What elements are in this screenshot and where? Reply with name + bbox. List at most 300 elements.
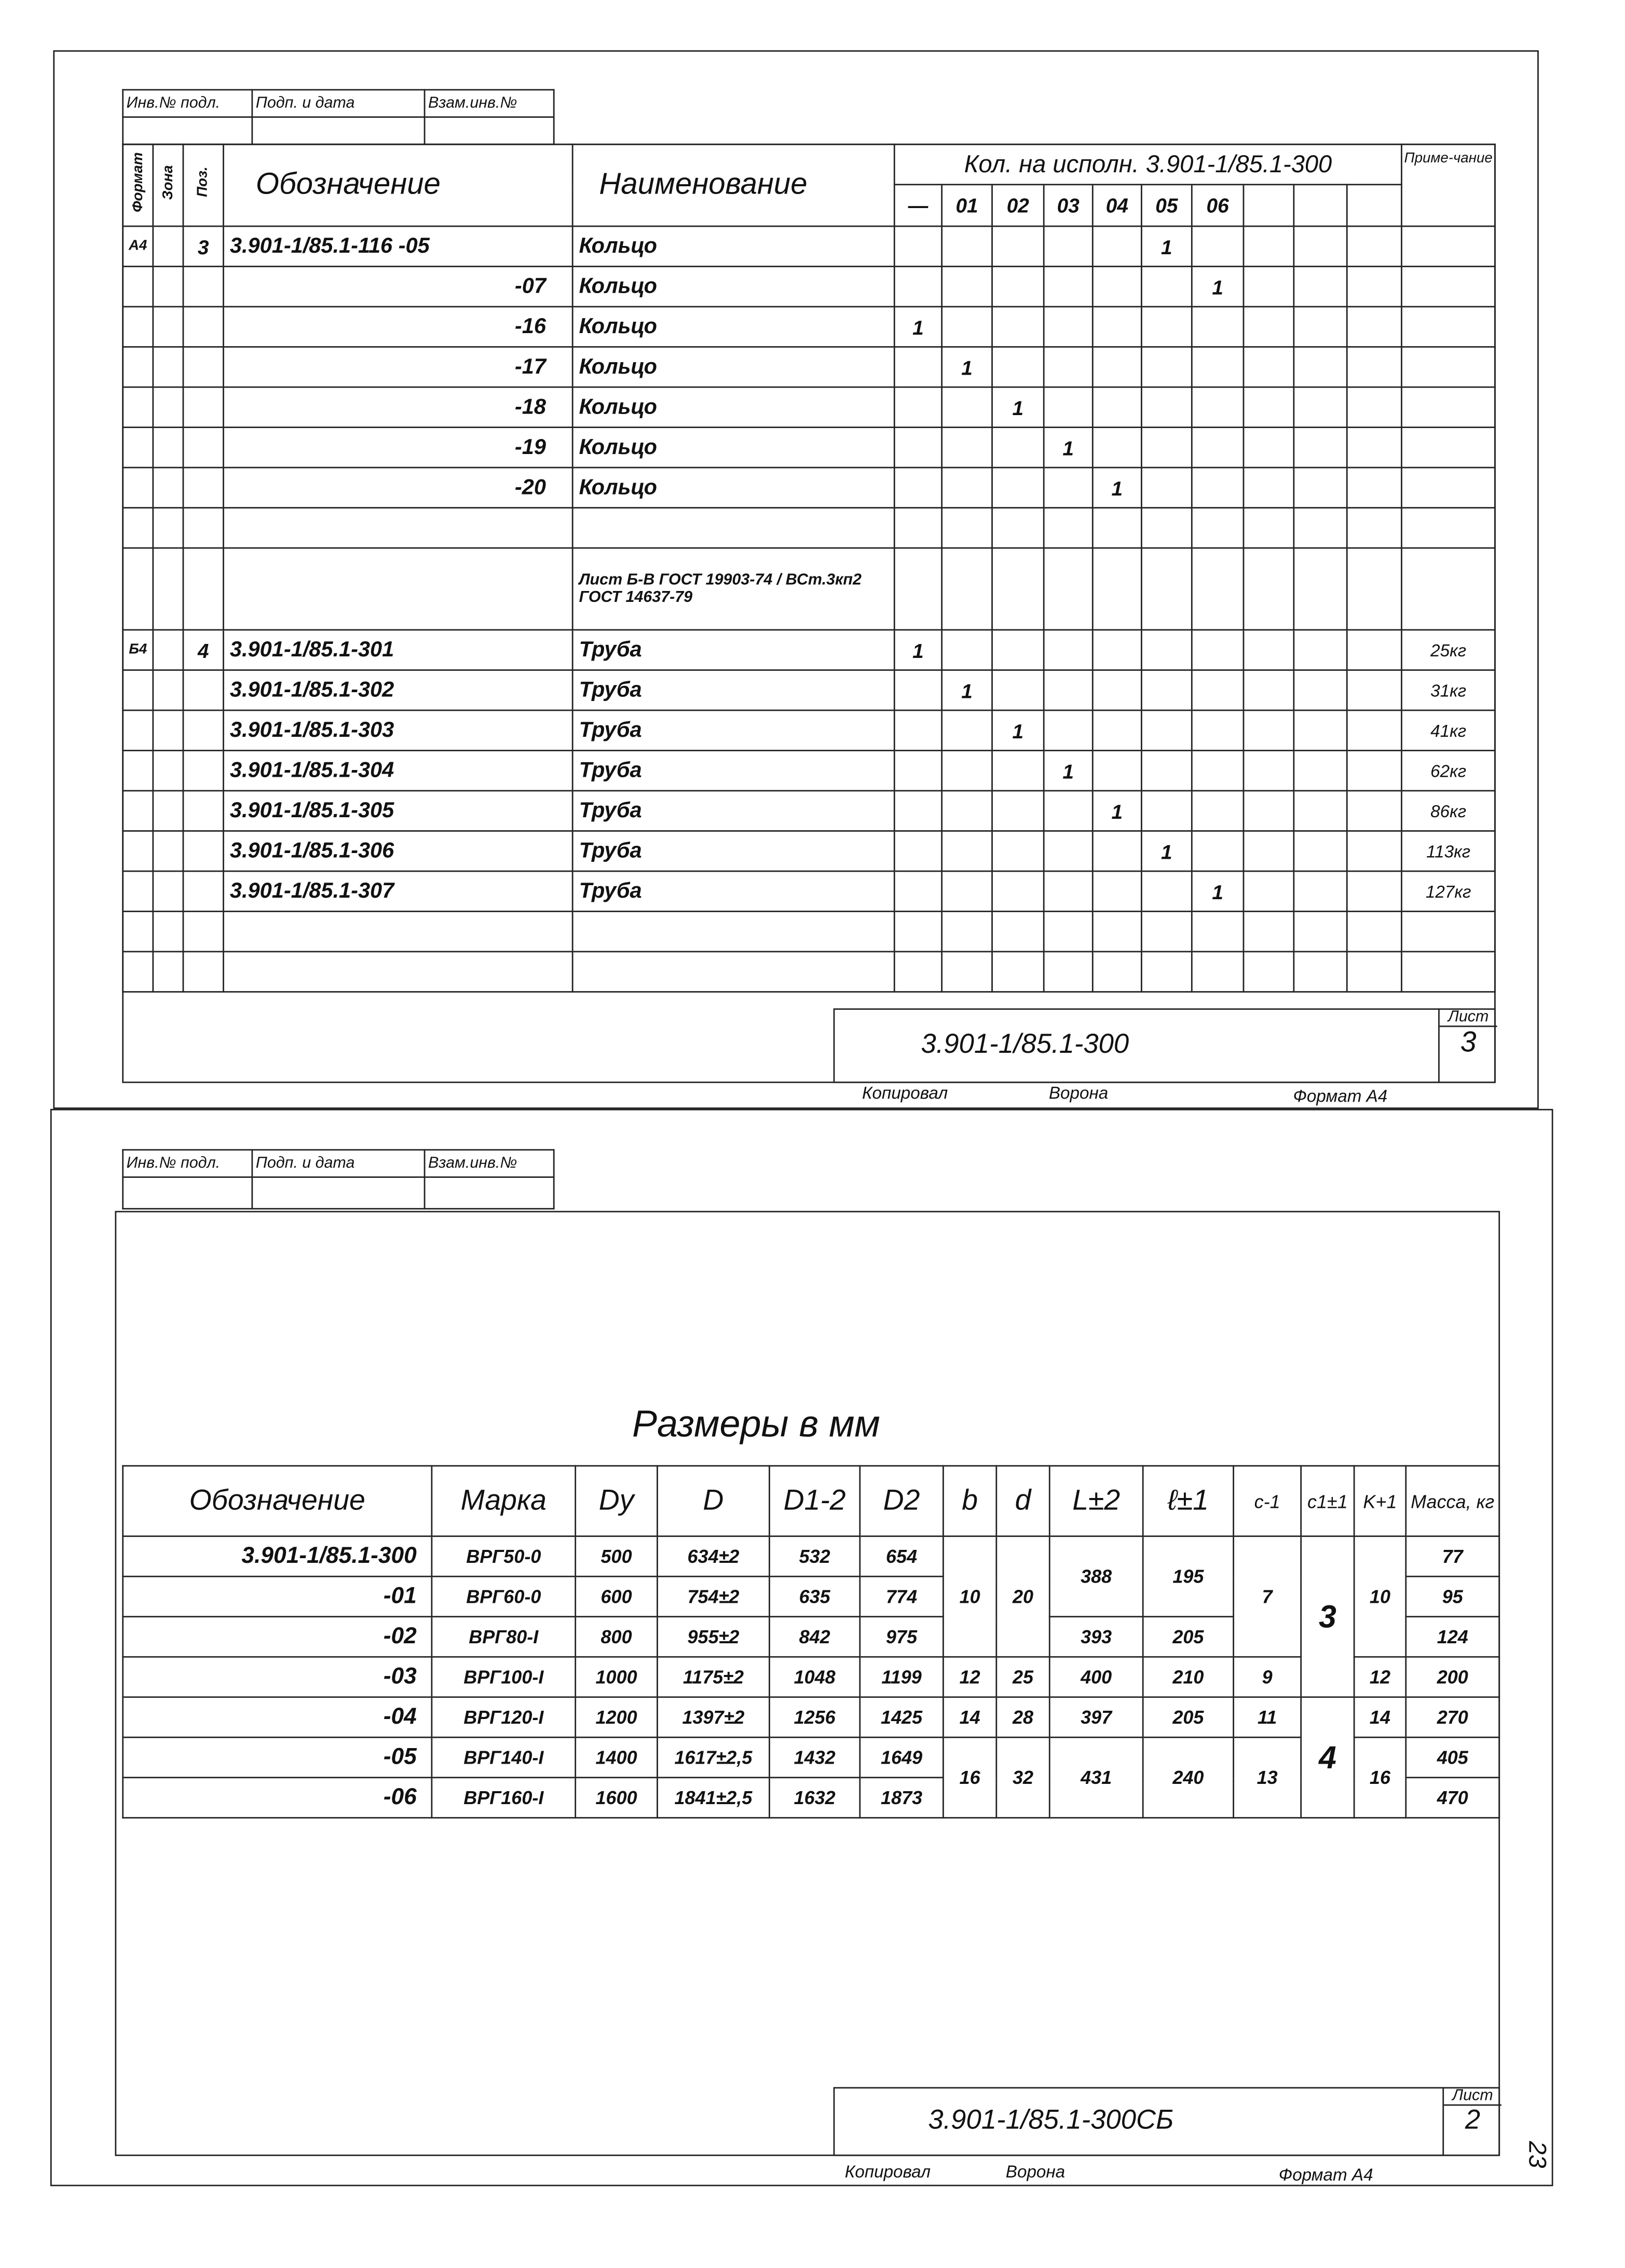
designation-cell: 3.901-1/85.1-302	[223, 670, 572, 710]
qty-cell	[894, 791, 941, 831]
l-cell: 205	[1143, 1617, 1233, 1657]
qty-cell	[894, 670, 941, 710]
d12-cell: 532	[769, 1536, 859, 1577]
qty-cell	[1244, 267, 1294, 307]
format-cell	[123, 508, 153, 548]
qty-cell	[1141, 952, 1192, 992]
name-cell: Труба	[572, 791, 894, 831]
format-cell	[123, 670, 153, 710]
qty-cell: 1	[1093, 791, 1141, 831]
mark-cell: ВРГ160-I	[432, 1778, 576, 1818]
qty-cell	[1141, 710, 1192, 751]
qty-cell	[894, 267, 941, 307]
c-cell: 13	[1234, 1737, 1301, 1818]
position-cell	[183, 670, 224, 710]
sheet-cell	[1442, 2087, 1501, 2156]
qty-cell	[992, 428, 1044, 468]
copied-by: Ворона	[1005, 2162, 1066, 2182]
designation-cell: 3.901-1/85.1-301	[223, 630, 572, 670]
mark-cell: ВРГ140-I	[432, 1737, 576, 1778]
position-cell	[183, 307, 224, 347]
name-cell: Труба	[572, 831, 894, 871]
qty-cell	[1093, 428, 1141, 468]
d2-cell: 1425	[860, 1697, 944, 1738]
header-note: Приме-чание	[1402, 144, 1495, 226]
qty-cell	[942, 267, 992, 307]
qty-cell	[1093, 871, 1141, 912]
qty-cell	[1141, 428, 1192, 468]
column-header: c1±1	[1301, 1466, 1354, 1536]
designation-cell: 3.901-1/85.1-303	[223, 710, 572, 751]
zone-cell	[153, 630, 183, 670]
column-header: D	[657, 1466, 769, 1536]
qty-cell	[1294, 548, 1347, 630]
qty-cell	[1141, 347, 1192, 388]
qty-cell	[992, 307, 1044, 347]
qty-column-header	[1294, 185, 1347, 226]
qty-cell	[992, 548, 1044, 630]
dy-cell: 800	[576, 1617, 658, 1657]
K-cell: 14	[1354, 1697, 1406, 1738]
d-outer-cell: 634±2	[657, 1536, 769, 1577]
name-cell	[572, 508, 894, 548]
designation-cell: 3.901-1/85.1-116 -05	[223, 226, 572, 267]
note-cell: 113кг	[1402, 831, 1495, 871]
qty-column-header: 04	[1093, 185, 1141, 226]
qty-cell	[1244, 508, 1294, 548]
name-cell: Труба	[572, 670, 894, 710]
designation-cell: -06	[123, 1778, 432, 1818]
qty-cell	[894, 508, 941, 548]
name-cell: Кольцо	[572, 226, 894, 267]
designation-cell: 3.901-1/85.1-300	[123, 1536, 432, 1577]
qty-cell	[992, 630, 1044, 670]
qty-cell	[1347, 347, 1401, 388]
column-header: Обозначение	[123, 1466, 432, 1536]
stamp-label: Взам.инв.№	[425, 90, 554, 117]
K-cell: 12	[1354, 1657, 1406, 1697]
qty-cell	[992, 508, 1044, 548]
format-cell	[123, 710, 153, 751]
L-cell: 431	[1049, 1737, 1143, 1818]
b-cell: 10	[943, 1536, 996, 1657]
qty-column-header	[1347, 185, 1401, 226]
qty-cell	[894, 387, 941, 428]
format-cell	[123, 831, 153, 871]
designation-cell: -03	[123, 1657, 432, 1697]
L-cell: 400	[1049, 1657, 1143, 1697]
stamp-label: Инв.№ подл.	[123, 1150, 252, 1177]
d2-cell: 774	[860, 1576, 944, 1617]
dimensions-row	[123, 1536, 1499, 1577]
note-cell: 127кг	[1402, 871, 1495, 912]
stamp-label: Подп. и дата	[252, 1150, 425, 1177]
dy-cell: 500	[576, 1536, 658, 1577]
mass-cell: 77	[1406, 1536, 1499, 1577]
header-zone: Зона	[153, 144, 183, 226]
qty-cell	[1192, 630, 1244, 670]
qty-cell	[992, 911, 1044, 952]
position-cell	[183, 428, 224, 468]
b-cell: 14	[943, 1697, 996, 1738]
spec-row	[123, 670, 1495, 710]
name-cell: Труба	[572, 871, 894, 912]
dimensions-row	[123, 1737, 1499, 1778]
qty-cell: 1	[942, 347, 992, 388]
qty-column-header: 03	[1044, 185, 1093, 226]
qty-cell	[1192, 710, 1244, 751]
zone-cell	[153, 670, 183, 710]
qty-column-header	[1244, 185, 1294, 226]
qty-cell	[894, 468, 941, 508]
name-cell: Кольцо	[572, 468, 894, 508]
d-cell: 25	[996, 1657, 1049, 1697]
d2-cell: 975	[860, 1617, 944, 1657]
qty-cell	[942, 548, 992, 630]
d-outer-cell: 1175±2	[657, 1657, 769, 1697]
qty-cell	[1244, 791, 1294, 831]
qty-cell: 1	[1044, 428, 1093, 468]
column-header: Марка	[432, 1466, 576, 1536]
qty-cell	[1244, 307, 1294, 347]
zone-cell	[153, 468, 183, 508]
qty-cell	[992, 347, 1044, 388]
qty-cell	[942, 911, 992, 952]
qty-cell	[1347, 630, 1401, 670]
d12-cell: 1048	[769, 1657, 859, 1697]
c1-cell: 4	[1301, 1697, 1354, 1818]
c-cell: 11	[1234, 1697, 1301, 1738]
d-cell: 20	[996, 1536, 1049, 1657]
d12-cell: 842	[769, 1617, 859, 1657]
format-cell	[123, 911, 153, 952]
spec-row	[123, 468, 1495, 508]
note-cell	[1402, 508, 1495, 548]
note-cell	[1402, 387, 1495, 428]
qty-cell	[1192, 307, 1244, 347]
format-cell	[123, 468, 153, 508]
qty-cell	[1044, 630, 1093, 670]
d-cell: 32	[996, 1737, 1049, 1818]
position-cell	[183, 267, 224, 307]
qty-cell	[1244, 911, 1294, 952]
header-format: Формат	[123, 144, 153, 226]
c-cell: 7	[1234, 1536, 1301, 1657]
qty-cell	[894, 548, 941, 630]
qty-column-header: —	[894, 185, 941, 226]
dimensions-row	[123, 1697, 1499, 1738]
zone-cell	[153, 387, 183, 428]
designation-cell: -17	[223, 347, 572, 388]
qty-cell	[1347, 911, 1401, 952]
qty-cell	[992, 750, 1044, 791]
qty-cell	[1347, 710, 1401, 751]
qty-cell	[1192, 468, 1244, 508]
mark-cell: ВРГ50-0	[432, 1536, 576, 1577]
copied-by: Ворона	[1048, 1083, 1109, 1104]
b-cell: 16	[943, 1737, 996, 1818]
format-cell	[123, 428, 153, 468]
note-cell	[1402, 468, 1495, 508]
qty-cell: 1	[1093, 468, 1141, 508]
qty-cell	[1044, 307, 1093, 347]
note-cell	[1402, 307, 1495, 347]
designation-cell: 3.901-1/85.1-306	[223, 831, 572, 871]
qty-cell	[1141, 267, 1192, 307]
qty-cell	[1294, 710, 1347, 751]
b-cell: 12	[943, 1657, 996, 1697]
qty-cell: 1	[1141, 831, 1192, 871]
d12-cell: 1256	[769, 1697, 859, 1738]
qty-cell	[942, 710, 992, 751]
qty-cell	[1044, 710, 1093, 751]
stamp-label: Взам.инв.№	[425, 1150, 554, 1177]
qty-column-header: 05	[1141, 185, 1192, 226]
note-cell: 41кг	[1402, 710, 1495, 751]
qty-cell	[1044, 831, 1093, 871]
qty-cell	[1093, 630, 1141, 670]
spec-row	[123, 428, 1495, 468]
K-cell: 16	[1354, 1737, 1406, 1818]
note-cell	[1402, 952, 1495, 992]
note-cell: 62кг	[1402, 750, 1495, 791]
sheet-number: 3	[1460, 1027, 1477, 1059]
column-header: b	[943, 1466, 996, 1536]
d12-cell: 1432	[769, 1737, 859, 1778]
qty-cell	[1347, 428, 1401, 468]
mass-cell: 270	[1406, 1697, 1499, 1738]
zone-cell	[153, 831, 183, 871]
mass-cell: 124	[1406, 1617, 1499, 1657]
zone-cell	[153, 911, 183, 952]
header-position: Поз.	[183, 144, 224, 226]
mass-cell: 405	[1406, 1737, 1499, 1778]
qty-cell	[942, 387, 992, 428]
mark-cell: ВРГ100-I	[432, 1657, 576, 1697]
qty-cell	[992, 831, 1044, 871]
designation-cell: -05	[123, 1737, 432, 1778]
qty-cell	[1347, 670, 1401, 710]
qty-cell	[1294, 791, 1347, 831]
zone-cell	[153, 226, 183, 267]
designation-cell: 3.901-1/85.1-307	[223, 871, 572, 912]
position-cell	[183, 871, 224, 912]
name-cell: Труба	[572, 710, 894, 751]
bottom-approval-stamp	[122, 1149, 554, 1209]
qty-cell	[1294, 750, 1347, 791]
qty-cell: 1	[992, 710, 1044, 751]
qty-cell: 1	[1192, 871, 1244, 912]
designation-cell: -19	[223, 428, 572, 468]
qty-cell	[1244, 548, 1294, 630]
copied-label: Копировал	[862, 1083, 948, 1104]
position-cell	[183, 347, 224, 388]
stamp-label: Инв.№ подл.	[123, 90, 252, 117]
name-cell: Лист Б-В ГОСТ 19903-74 / ВСт.3кп2 ГОСТ 14637-79	[572, 548, 894, 630]
qty-cell	[1093, 387, 1141, 428]
qty-cell	[1192, 952, 1244, 992]
note-cell: 31кг	[1402, 670, 1495, 710]
qty-cell	[942, 750, 992, 791]
qty-cell	[1347, 750, 1401, 791]
dimensions-title: Размеры в мм	[632, 1401, 880, 1445]
qty-cell	[1347, 226, 1401, 267]
qty-cell	[1347, 508, 1401, 548]
name-cell: Кольцо	[572, 428, 894, 468]
bottom-title-block	[834, 2087, 1500, 2156]
d2-cell: 1199	[860, 1657, 944, 1697]
spec-row	[123, 911, 1495, 952]
dy-cell: 600	[576, 1576, 658, 1617]
qty-cell	[1192, 911, 1244, 952]
qty-cell	[1294, 347, 1347, 388]
qty-cell	[1141, 871, 1192, 912]
qty-cell	[1141, 630, 1192, 670]
sheet-number: 2	[1465, 2106, 1481, 2136]
qty-cell: 1	[992, 387, 1044, 428]
qty-cell	[1294, 226, 1347, 267]
qty-cell	[1347, 307, 1401, 347]
designation-cell: -02	[123, 1617, 432, 1657]
format-cell: А4	[123, 226, 153, 267]
qty-cell	[1093, 508, 1141, 548]
designation-cell: 3.901-1/85.1-305	[223, 791, 572, 831]
qty-cell	[1044, 791, 1093, 831]
dy-cell: 1400	[576, 1737, 658, 1778]
note-cell	[1402, 548, 1495, 630]
spec-row	[123, 548, 1495, 630]
document-number: 3.901-1/85.1-300	[921, 1029, 1129, 1061]
note-cell	[1402, 226, 1495, 267]
qty-cell	[942, 307, 992, 347]
note-cell	[1402, 911, 1495, 952]
qty-column-header: 01	[942, 185, 992, 226]
qty-cell	[1294, 387, 1347, 428]
format-cell	[123, 307, 153, 347]
mark-cell: ВРГ80-I	[432, 1617, 576, 1657]
spec-row	[123, 226, 1495, 267]
l-cell: 240	[1143, 1737, 1233, 1818]
mass-cell: 470	[1406, 1778, 1499, 1818]
designation-cell	[223, 508, 572, 548]
qty-cell	[1294, 831, 1347, 871]
L-cell: 388	[1049, 1536, 1143, 1617]
qty-cell	[1294, 630, 1347, 670]
qty-cell	[1141, 750, 1192, 791]
qty-cell	[1093, 548, 1141, 630]
d-outer-cell: 1841±2,5	[657, 1778, 769, 1818]
note-cell	[1402, 267, 1495, 307]
d-outer-cell: 1617±2,5	[657, 1737, 769, 1778]
position-cell	[183, 710, 224, 751]
d-outer-cell: 955±2	[657, 1617, 769, 1657]
spec-row	[123, 750, 1495, 791]
qty-cell: 1	[894, 630, 941, 670]
position-cell: 3	[183, 226, 224, 267]
designation-cell: -20	[223, 468, 572, 508]
qty-cell	[1347, 871, 1401, 912]
qty-cell	[1294, 911, 1347, 952]
header-designation: Обозначение	[223, 144, 572, 226]
qty-cell	[1192, 508, 1244, 548]
qty-cell	[992, 670, 1044, 710]
qty-cell	[942, 630, 992, 670]
zone-cell	[153, 508, 183, 548]
qty-cell	[1141, 548, 1192, 630]
format-cell	[123, 952, 153, 992]
qty-cell	[1093, 347, 1141, 388]
stamp-label: Подп. и дата	[252, 90, 425, 117]
mass-cell: 200	[1406, 1657, 1499, 1697]
qty-cell	[1347, 791, 1401, 831]
d2-cell: 1873	[860, 1778, 944, 1818]
copied-label: Копировал	[844, 2162, 931, 2182]
mark-cell: ВРГ120-I	[432, 1697, 576, 1738]
qty-cell	[1192, 791, 1244, 831]
header-name: Наименование	[572, 144, 894, 226]
mass-cell: 95	[1406, 1576, 1499, 1617]
qty-cell	[1244, 387, 1294, 428]
qty-cell	[992, 871, 1044, 912]
qty-cell	[1093, 710, 1141, 751]
qty-cell	[1093, 952, 1141, 992]
l-cell: 205	[1143, 1697, 1233, 1738]
spec-row	[123, 710, 1495, 751]
qty-cell	[1294, 428, 1347, 468]
qty-cell	[894, 710, 941, 751]
spec-row	[123, 791, 1495, 831]
qty-cell	[1093, 267, 1141, 307]
designation-cell: -04	[123, 1697, 432, 1738]
name-cell	[572, 952, 894, 992]
spec-row	[123, 347, 1495, 388]
position-cell	[183, 952, 224, 992]
L-cell: 397	[1049, 1697, 1143, 1738]
sheet-label: Лист	[1440, 1008, 1497, 1027]
format-label: Формат А4	[1278, 2164, 1373, 2185]
spec-row	[123, 831, 1495, 871]
qty-cell	[942, 428, 992, 468]
format-cell	[123, 347, 153, 388]
column-header: ℓ±1	[1143, 1466, 1233, 1536]
qty-cell	[1244, 347, 1294, 388]
l-cell: 210	[1143, 1657, 1233, 1697]
K-cell: 10	[1354, 1536, 1406, 1657]
qty-cell	[1044, 952, 1093, 992]
c-cell: 9	[1234, 1657, 1301, 1697]
column-header: L±2	[1049, 1466, 1143, 1536]
qty-cell	[1294, 267, 1347, 307]
zone-cell	[153, 307, 183, 347]
note-cell	[1402, 347, 1495, 388]
qty-cell	[894, 226, 941, 267]
qty-cell	[1347, 831, 1401, 871]
qty-cell	[894, 911, 941, 952]
column-header: Dу	[576, 1466, 658, 1536]
qty-cell	[1347, 548, 1401, 630]
d-cell: 28	[996, 1697, 1049, 1738]
qty-cell	[942, 226, 992, 267]
zone-cell	[153, 428, 183, 468]
qty-cell	[1192, 670, 1244, 710]
d2-cell: 654	[860, 1536, 944, 1577]
designation-cell: -18	[223, 387, 572, 428]
qty-cell	[942, 468, 992, 508]
qty-cell	[1294, 670, 1347, 710]
qty-cell	[1093, 226, 1141, 267]
position-cell	[183, 387, 224, 428]
position-cell	[183, 831, 224, 871]
